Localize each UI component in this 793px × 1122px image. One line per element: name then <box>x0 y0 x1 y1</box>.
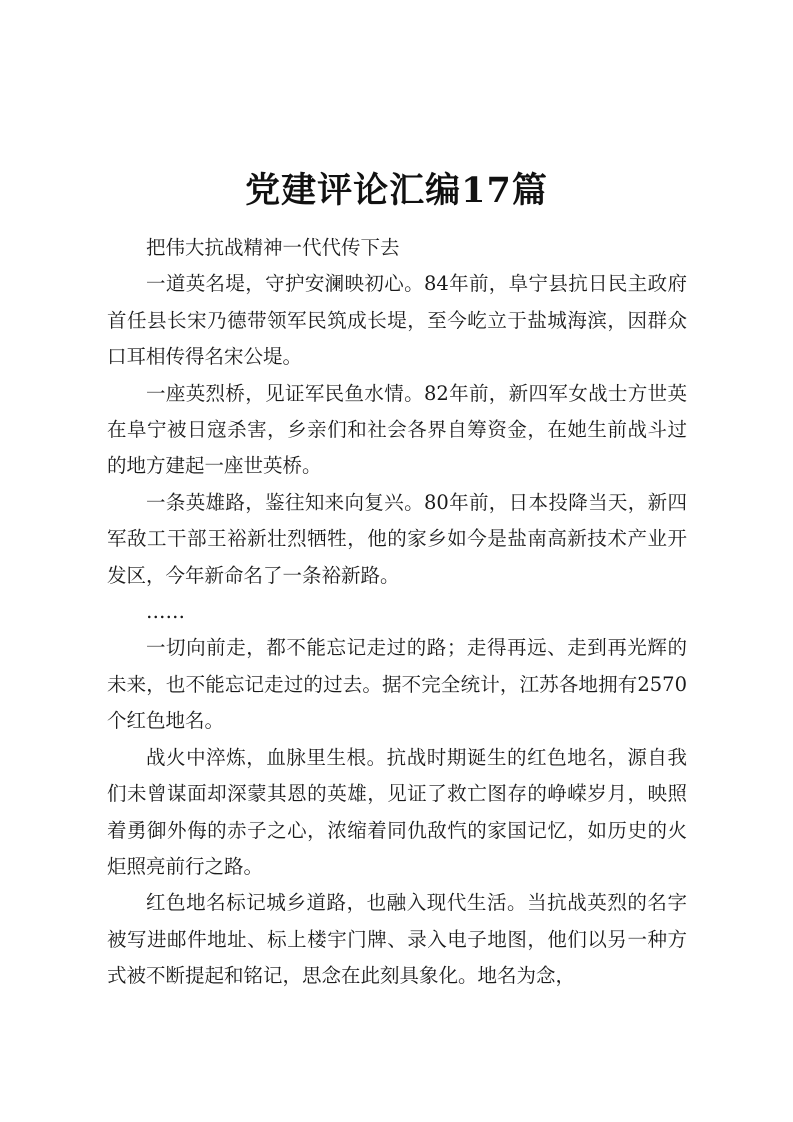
paragraph-forged-in-war: 战火中淬炼，血脉里生根。抗战时期诞生的红色地名，源自我们未曾谋面却深蒙其恩的英雄，见证了救亡图存的峥嵘岁月，映照着勇御外侮的赤子之心，浓缩着同仇敌忾的家国记忆，如历史的火炬照亮前行之路。 <box>107 745 687 878</box>
paragraph-shi-ying-bridge: 一座英烈桥，见证军民鱼水情。82年前，新四军女战士方世英在阜宁被日寇杀害，乡亲们和社会各界自筹资金，在她生前战斗过的地方建起一座世英桥。 <box>107 381 687 478</box>
paragraph-ellipsis: …… <box>146 600 185 624</box>
paragraph-modern-life: 红色地名标记城乡道路，也融入现代生活。当抗战英烈的名字被写进邮件地址、标上楼宇门牌、录入电子地图，他们以另一种方式被不断提起和铭记，思念在此刻具象化。地名为念， <box>107 891 687 988</box>
paragraph-yu-xin-road: 一条英雄路，鉴往知来向复兴。80年前，日本投降当天，新四军敌工干部王裕新壮烈牺牲，他的家乡如今是盐南高新技术产业开发区，今年新命名了一条裕新路。 <box>107 490 687 587</box>
document-body <box>107 230 687 995</box>
paragraph-red-place-names-count: 一切向前走，都不能忘记走过的路；走得再远、走到再光辉的未来，也不能忘记走过的过去。据不完全统计，江苏各地拥有2570个红色地名。 <box>107 636 687 733</box>
paragraph-song-gong-dike: 一道英名堤，守护安澜映初心。84年前，阜宁县抗日民主政府首任县长宋乃德带领军民筑成长堤，至今屹立于盐城海滨，因群众口耳相传得名宋公堤。 <box>107 272 687 369</box>
section-heading: 把伟大抗战精神一代代传下去 <box>146 236 400 259</box>
document-title: 党建评论汇编17篇 <box>245 170 548 212</box>
